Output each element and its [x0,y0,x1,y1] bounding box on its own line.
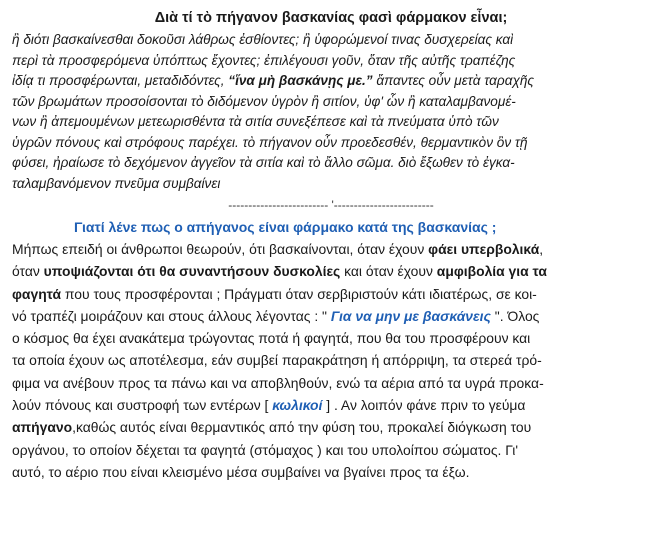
emphasized-phrase: κωλικοί [272,397,323,414]
text-line [12,174,650,195]
bold-phrase: “ἵνα μὴ βασκάνῃς με.” [228,73,373,88]
text-segment: αυτό, το αέριο που είναι κλεισμένο μέσα συμβαίνει να βγαίνει προς τα έξω. [12,463,470,480]
text-segment: φύσει, ἠραίωσε τὸ δεχόμενον ἀγγεῖον τὰ σιτία καὶ τὸ ἄλλο σῶμα. διὸ ἔξωθεν τὸ ἐγκα- [12,155,515,170]
text-segment: ἰδίᾳ τι προσφέρωνται, μεταδιδόντες, [12,73,229,88]
text-segment: περὶ τὰ προσφερόμενα ὑπόπτως ἔχοντες; ἐπιλέγουσι γοῦν, ὅταν τῆς αὐτῆς τραπέζης [12,52,516,68]
text-line [12,112,650,133]
text-line [12,327,650,349]
text-line [12,92,650,113]
text-segment: ἢ διότι βασκαίνεσθαι δοκοῦσι λάθρως ἐσθίοντες; ἢ ὑφορώμενοί τινας δυσχερείας καὶ [12,32,514,47]
bold-phrase: φάει υπερβολικά [428,241,540,257]
text-segment: ἅπαντες οὖν μετὰ ταραχῆς [372,73,535,88]
text-segment: ο κόσμος θα έχει ανακάτεμα τρώγοντας ποτά ή φαγητά, που θα του προσφέρουν και [12,330,531,347]
text-segment: λούν πόνους και συστροφή των εντέρων [ [12,397,273,414]
text-line [12,30,650,51]
text-segment: όταν [12,263,44,280]
text-line [12,51,650,72]
text-segment: φιμα να ανέβουν προς τα πάνω και να αποβληθούν, ενώ τα αέρια από τα υγρά προκα- [12,374,544,391]
text-segment: νό τραπέζι μοιράζουν και στους άλλους λέγοντας : " [12,307,331,324]
text-line [12,283,650,305]
text-segment: οργάνου, το οποίον δέχεται τα φαγητά (στόμαχος ) και του υπολοίπου σώματος. Γι' [12,441,519,458]
text-line [12,305,650,327]
text-segment: τα οποία έχουν ως αποτέλεσμα, εάν συμβεί παρακράτηση ή απόρριψη, τα στερεά τρό- [12,352,542,369]
text-segment: ὑγρῶν πόνους καὶ στρόφους παρέχει. τὸ πήγανον οὖν προεδεσθέν, θερμαντικὸν ὂν τῇ [12,134,528,150]
text-line [12,394,650,416]
text-line [12,71,650,92]
ancient-greek-paragraph [12,30,650,194]
text-segment: Μήπως επειδή οι άνθρωποι θεωρούν, ότι βασκαίνονται, όταν έχουν [12,241,429,257]
bold-phrase: απήγανο [12,419,73,436]
text-line [12,238,650,260]
modern-greek-title: Γιατί λένε πως ο απήγανος είναι φάρμακο κατά της βασκανίας ; [74,219,497,235]
text-segment: ". Όλος [490,307,540,324]
text-line [12,153,650,174]
text-segment: νων ἢ ἀπεμουμένων μετεωρισθέντα τὰ σιτία συνεξέπεσε καὶ τὰ πνεύματα ὑπὸ τῶν [12,114,499,129]
text-line [12,372,650,394]
text-segment: ταλαμβανόμενον πνεῦμα συμβαίνει [12,175,221,191]
text-segment: και όταν έχουν [340,263,437,280]
bold-phrase: υποψιάζονται ότι θα συναντήσουν δυσκολίες [43,263,341,280]
text-segment: τῶν βρωμάτων προσοίσονται τὸ διδόμενον ὑγρὸν ἢ σιτίον, ὑφ' ὧν ἢ καταλαμβανομέ- [12,93,516,109]
text-line [12,461,650,483]
text-line [12,416,650,438]
emphasized-phrase: Για να μην με βασκάνεις [330,307,491,324]
text-line [12,260,650,282]
bold-phrase: φαγητά [12,285,62,302]
text-line [12,133,650,154]
text-line [12,439,650,461]
modern-greek-paragraph [12,238,650,483]
section-divider: ------------------------- '------------------------- [228,198,434,212]
ancient-greek-title: Διὰ τί τὸ πήγανον βασκανίας φασὶ φάρμακον εἶναι; [154,10,508,26]
text-line [12,349,650,371]
text-segment: ,καθώς αυτός είναι θερμαντικός από την φύση του, προκαλεί διόγκωση του [72,419,532,436]
text-segment: , [539,241,544,257]
bold-phrase: αμφιβολία για τα [436,263,547,280]
text-segment: που τους προσφέρονται ; Πράγματι όταν σερβιριστούν κάτι ιδιατέρως, σε κοι- [61,285,537,302]
text-segment: ] . Αν λοιπόν φάνε πριν το γεύμα [322,397,526,414]
